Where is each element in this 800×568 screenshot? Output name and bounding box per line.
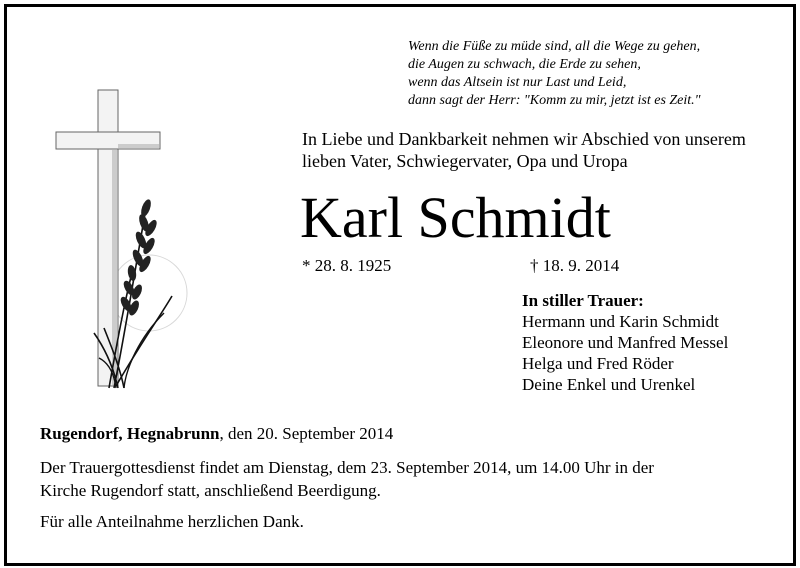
place-and-date bbox=[40, 424, 393, 444]
poem-line: wenn das Altsein ist nur Last und Leid, bbox=[408, 75, 627, 90]
cross-with-wheat-icon bbox=[54, 88, 194, 393]
mourner-name: Deine Enkel und Urenkel bbox=[522, 375, 696, 394]
intro-line: In Liebe und Dankbarkeit nehmen wir Abschied von unserem bbox=[302, 129, 746, 149]
death-date: † 18. 9. 2014 bbox=[530, 256, 620, 275]
poem-line: die Augen zu schwach, die Erde zu sehen, bbox=[408, 57, 641, 72]
intro-text bbox=[302, 128, 746, 172]
mourners-heading: In stiller Trauer: bbox=[522, 291, 644, 310]
mourner-name: Eleonore und Manfred Messel bbox=[522, 333, 729, 352]
service-line: Der Trauergottesdienst findet am Dienstag, dem 23. September 2014, um 14.00 Uhr in der bbox=[40, 458, 654, 477]
intro-line: lieben Vater, Schwiegervater, Opa und Uropa bbox=[302, 151, 628, 171]
poem-line: dann sagt der Herr: "Komm zu mir, jetzt ist es Zeit." bbox=[408, 93, 701, 108]
mourners-list bbox=[522, 290, 728, 395]
service-line: Kirche Rugendorf statt, anschließend Beerdigung. bbox=[40, 481, 381, 500]
poem bbox=[408, 38, 701, 110]
deceased-name: Karl Schmidt bbox=[300, 185, 611, 250]
poem-line: Wenn die Füße zu müde sind, all die Wege zu gehen, bbox=[408, 39, 701, 54]
place-location: Rugendorf, Hegnabrunn bbox=[40, 424, 220, 443]
place-date: , den 20. September 2014 bbox=[219, 424, 394, 443]
thanks-text: Für alle Anteilnahme herzlichen Dank. bbox=[40, 512, 304, 531]
service-info bbox=[40, 456, 654, 502]
mourner-name: Helga und Fred Röder bbox=[522, 354, 674, 373]
mourner-name: Hermann und Karin Schmidt bbox=[522, 312, 719, 331]
birth-date: * 28. 8. 1925 bbox=[302, 256, 392, 275]
